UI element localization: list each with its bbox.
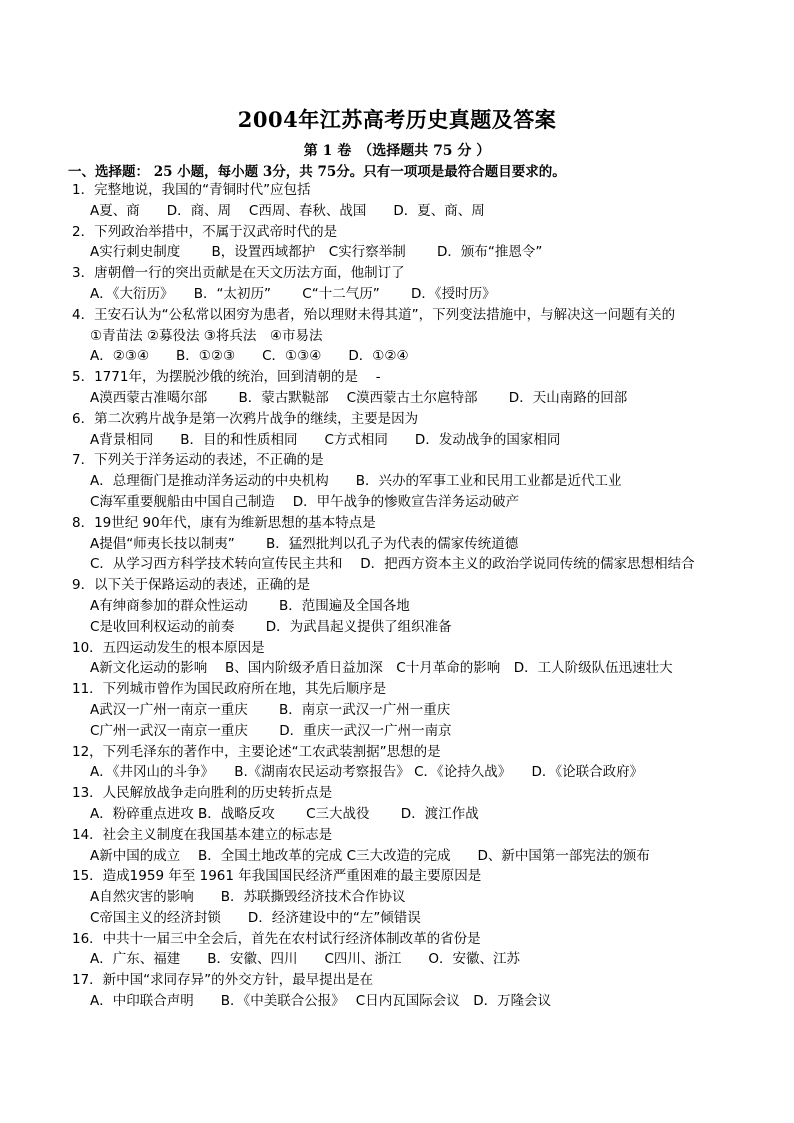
question-stem: 3．唐朝僧一行的突出贡献是在天文历法方面，他制订了 bbox=[72, 265, 405, 282]
question-item bbox=[68, 450, 748, 512]
question-stem: 14．社会主义制度在我国基本建立的标志是 bbox=[72, 826, 333, 843]
question-options-line: A夏、商 D．商、周 C西周、春秋、战国 D．夏、商、周 bbox=[90, 202, 485, 219]
question-item bbox=[68, 970, 748, 1012]
question-stem: 1．完整地说，我国的“青铜时代”应包括 bbox=[72, 182, 311, 198]
question-item bbox=[68, 638, 748, 680]
question-options-line: C．从学习西方科学技术转向宣传民主共和 D．把西方资本主义的政治学说同传统的儒家思想相结合 bbox=[90, 556, 695, 573]
question-options-line: ①青苗法 ②募役法 ③将兵法 ④市易法 bbox=[90, 327, 323, 344]
question-stem: 5．1771年，为摆脱沙俄的统治，回到清朝的是 - bbox=[72, 369, 381, 386]
question-options-line: A新中国的成立 B．全国土地改革的完成 C三大改造的完成 D、新中国第一部宪法的颁布 bbox=[90, 847, 650, 864]
question-item bbox=[68, 783, 748, 825]
question-options-line: A．广东、福建 B．安徽、四川 C四川、浙江 O．安徽、江苏 bbox=[90, 951, 521, 968]
question-item bbox=[68, 222, 748, 264]
question-stem: 9．以下关于保路运动的表述，正确的是 bbox=[72, 577, 311, 594]
question-list bbox=[68, 180, 748, 1012]
question-options-line: A武汉一广州一南京一重庆 B．南京一武汉一广州一重庆 bbox=[90, 701, 451, 718]
question-stem: 6．第二次鸦片战争是第一次鸦片战争的继续，主要是因为 bbox=[72, 410, 419, 427]
question-options-line: C是收回利权运动的前奏 D．为武昌起义提供了组织准备 bbox=[90, 618, 452, 635]
question-item bbox=[68, 305, 748, 367]
question-item bbox=[68, 742, 748, 784]
question-item bbox=[68, 513, 748, 575]
question-item bbox=[68, 866, 748, 928]
question-stem: 13．人民解放战争走向胜利的历史转折点是 bbox=[72, 785, 333, 802]
question-stem: 4．王安石认为“公私常以困穷为患者，殆以理财未得其道”，下列变法措施中，与解决这一问题有关的 bbox=[72, 306, 676, 323]
question-options-line: A．《大衍历》 B．“太初历” C“十二气历” D．《授时历》 bbox=[90, 285, 496, 302]
question-options-line: A．中印联合声明 B．《中美联合公报》 C日内瓦国际会议 D．万隆会议 bbox=[90, 993, 552, 1010]
question-options-line: A实行刺史制度 B，设置西域都护 C实行察举制 D．颁布“推恩令” bbox=[90, 244, 543, 261]
question-stem: 11．下列城市曾作为国民政府所在地，其先后顺序是 bbox=[72, 681, 387, 698]
question-options-line: C帝国主义的经济封锁 D．经济建设中的“左”倾错误 bbox=[90, 909, 421, 926]
question-item bbox=[68, 575, 748, 637]
question-stem: 12，下列毛泽东的著作中，主要论述“工农武装割据”思想的是 bbox=[72, 743, 441, 760]
question-options-line: A新文化运动的影响 B、国内阶级矛盾日益加深 C十月革命的影响 D．工人阶级队伍迅速壮大 bbox=[90, 660, 673, 677]
question-stem: 15．造成1959 年至 1961 年我国国民经济严重困难的最主要原因是 bbox=[72, 868, 482, 885]
section-heading: 一、选择题： 25 小题，每小题 3分，共 75分。只有一项项是最符合题目要求的。 bbox=[68, 164, 566, 180]
question-options-line: A背景相同 B．目的和性质相同 C方式相同 D．发动战争的国家相同 bbox=[90, 431, 561, 448]
question-stem: 17．新中国“求同存异”的外交方针，最早提出是在 bbox=[72, 972, 374, 989]
question-item bbox=[68, 825, 748, 867]
question-item bbox=[68, 180, 748, 222]
question-item bbox=[68, 367, 748, 409]
volume-subtitle: 第 1 卷 （选择题共 75 分 ） bbox=[303, 143, 491, 159]
question-options-line: A．②③④ B．①②③ C．①③④ D．①②④ bbox=[90, 348, 409, 365]
document-title: 2004年江苏高考历史真题及答案 bbox=[237, 107, 557, 132]
question-options-line: A．《井冈山的斗争》 B.《湖南农民运动考察报告》 C．《论持久战》 D．《论联合政府》 bbox=[90, 764, 644, 781]
question-options-line: A．粉碎重点进攻 B．战略反攻 C三大战役 D．渡江作战 bbox=[90, 805, 479, 822]
question-stem: 2．下列政治举措中，不属于汉武帝时代的是 bbox=[72, 223, 338, 240]
question-options-line: A．总理衙门是推动洋务运动的中央机构 B．兴办的军事工业和民用工业都是近代工业 bbox=[90, 473, 622, 490]
question-options-line: A提倡“师夷长技以制夷” B．猛烈批判以孔子为代表的儒家传统道德 bbox=[90, 535, 519, 552]
question-item bbox=[68, 929, 748, 971]
question-item bbox=[68, 263, 748, 305]
question-item bbox=[68, 409, 748, 451]
question-stem: 7．下列关于洋务运动的表述，不正确的是 bbox=[72, 452, 324, 469]
question-stem: 16．中共十一届三中全会后，首先在农村试行经济体制改革的省份是 bbox=[72, 930, 481, 947]
question-stem: 10．五四运动发生的根本原因是 bbox=[72, 639, 265, 656]
question-options-line: A有绅商参加的群众性运动 B．范围遍及全国各地 bbox=[90, 597, 410, 614]
question-item bbox=[68, 679, 748, 741]
question-options-line: C广州一武汉一南京一重庆 D．重庆一武汉一广州一南京 bbox=[90, 722, 452, 739]
question-options-line: A漠西蒙古准噶尔部 B．蒙古默鞑部 C漠西蒙古土尔扈特部 D．天山南路的回部 bbox=[90, 389, 628, 406]
question-options-line: A自然灾害的影响 B．苏联撕毁经济技术合作协议 bbox=[90, 889, 406, 906]
question-options-line: C海军重要舰船由中国自己制造 D．甲午战争的惨败宣告洋务运动破产 bbox=[90, 493, 520, 510]
question-stem: 8．19世纪 90年代，康有为维新思想的基本特点是 bbox=[72, 514, 376, 531]
